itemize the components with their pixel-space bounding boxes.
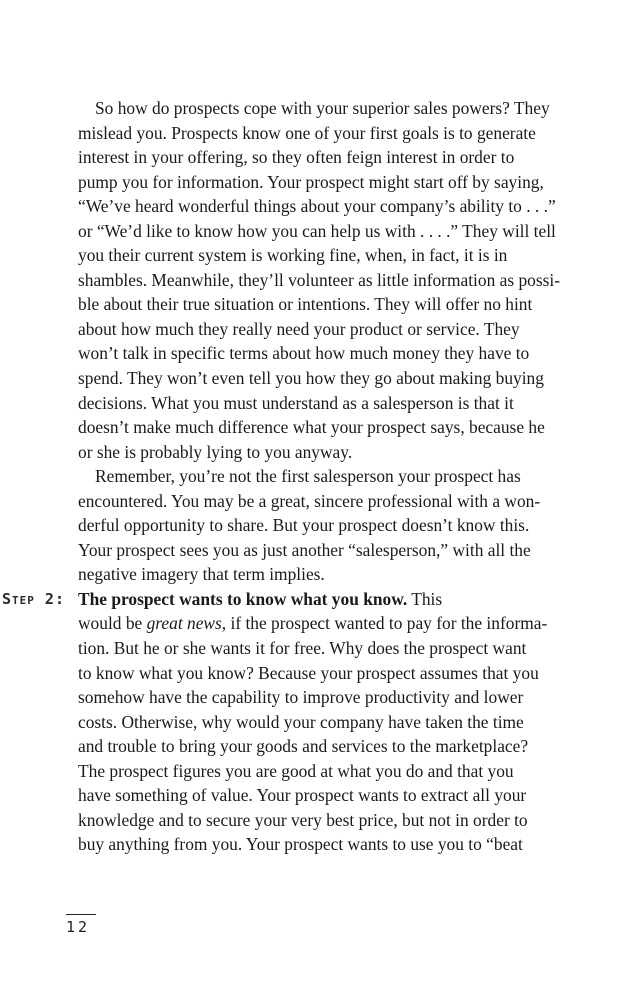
step-label: Step 2:: [2, 589, 65, 608]
step-heading-line: [2, 587, 548, 612]
text-line: So how do prospects cope with your superior sales powers? They: [95, 98, 550, 118]
step-heading-rest: This: [407, 588, 443, 609]
text-line: you their current system is working fine, when, in fact, it is in: [78, 245, 508, 266]
page-number: 12: [66, 918, 91, 936]
text-run: would be: [78, 613, 147, 634]
text-line: “We’ve heard wonderful things about your company’s ability to . . .”: [78, 196, 556, 217]
paragraph-1: [78, 96, 561, 464]
text-line: [78, 611, 548, 636]
text-line: Your prospect sees you as just another “salesperson,” with all the: [78, 539, 531, 560]
text-line: mislead you. Prospects know one of your first goals is to generate: [78, 122, 536, 143]
text-run: , if the prospect wanted to pay for the informa-: [221, 613, 548, 634]
text-line: somehow have the capability to improve productivity and lower: [78, 687, 524, 708]
text-line: The prospect figures you are good at what you do and that you: [78, 760, 514, 781]
text-line: doesn’t make much difference what your prospect says, because he: [78, 417, 545, 438]
text-line: buy anything from you. Your prospect wants to use you to “beat: [78, 834, 523, 855]
text-line: interest in your offering, so they often feign interest in order to: [78, 147, 515, 168]
text-line: costs. Otherwise, why would your company have taken the time: [78, 711, 524, 732]
text-line: negative imagery that term implies.: [78, 564, 325, 585]
text-line: to know what you know? Because your prospect assumes that you: [78, 662, 539, 683]
text-line: pump you for information. Your prospect might start off by saying,: [78, 171, 544, 192]
text-line: have something of value. Your prospect wants to extract all your: [78, 785, 527, 806]
step-title: The prospect wants to know what you know.: [78, 588, 408, 609]
footer-rule: [66, 914, 96, 915]
text-line: encountered. You may be a great, sincere professional with a won-: [78, 490, 541, 511]
text-line: or “We’d like to know how you can help us with . . . .” They will tell: [78, 220, 556, 241]
text-line: Remember, you’re not the first salesperson your prospect has: [95, 466, 521, 487]
text-line: ble about their true situation or intentions. They will offer no hint: [78, 294, 533, 315]
text-line: spend. They won’t even tell you how they go about making buying: [78, 368, 544, 389]
text-line: derful opportunity to share. But your prospect doesn’t know this.: [78, 515, 530, 536]
body-text: [2, 96, 561, 857]
text-line: shambles. Meanwhile, they’ll volunteer as little information as possi-: [78, 269, 561, 290]
step-2-section: [2, 587, 548, 857]
text-line: knowledge and to secure your very best price, but not in order to: [78, 809, 528, 830]
text-line: or she is probably lying to you anyway.: [78, 441, 353, 462]
text-line: decisions. What you must understand as a salesperson is that it: [78, 392, 514, 413]
text-line: won’t talk in specific terms about how much money they have to: [78, 343, 530, 364]
paragraph-2: [78, 464, 548, 587]
text-line: and trouble to bring your goods and services to the marketplace?: [78, 736, 529, 757]
text-line: about how much they really need your product or service. They: [78, 318, 520, 339]
text-line: tion. But he or she wants it for free. Why does the prospect want: [78, 638, 527, 659]
emphasis-text: great news: [146, 613, 222, 634]
